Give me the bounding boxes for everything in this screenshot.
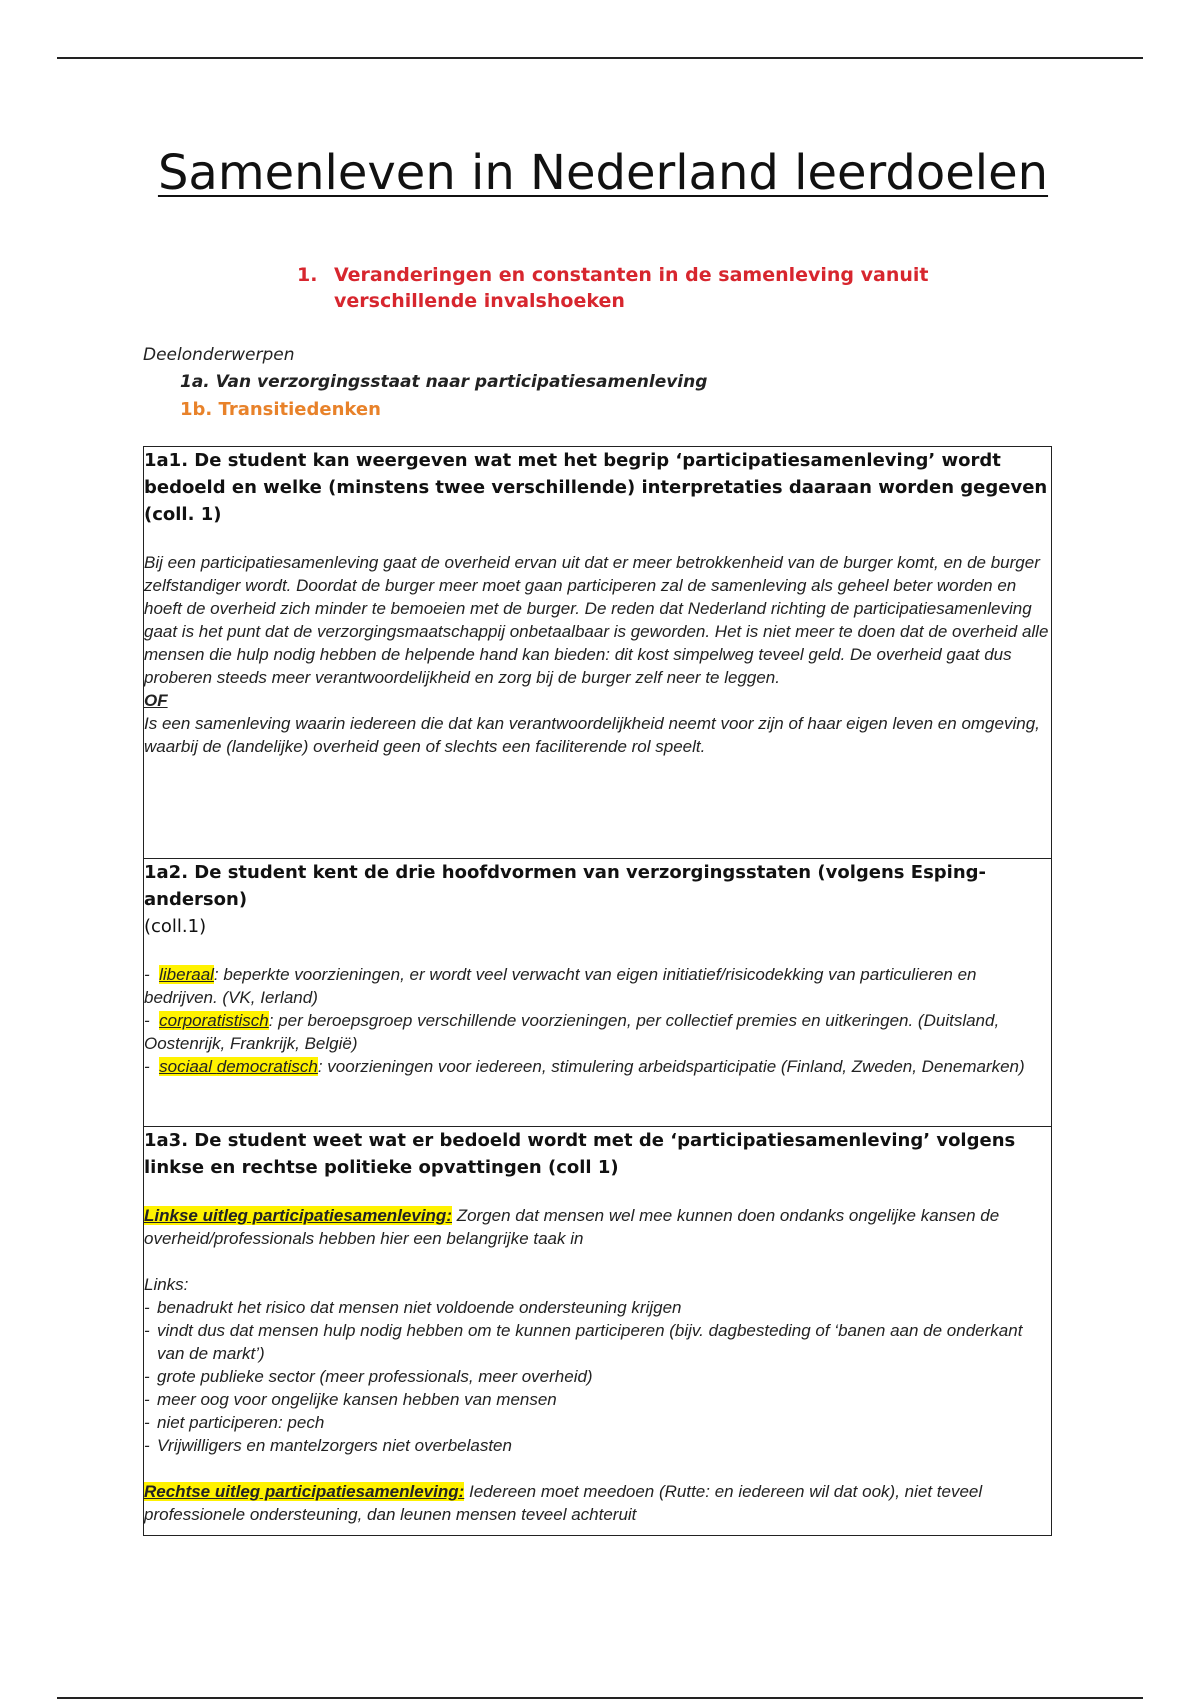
list-item: - corporatistisch: per beroepsgroep verschillende voorzieningen, per collectief premies en uitkeringen. (Duitsland, Oostenrijk, Frankrijk, België) (144, 1011, 1000, 1053)
list-item: - Vrijwilligers en mantelzorgers niet overbelasten (144, 1436, 512, 1455)
subtopic-1a: 1a. Van verzorgingsstaat naar participatiesamenleving (180, 372, 708, 392)
goal-cell-1a2 (144, 858, 1051, 1126)
goal-cell-1a1 (144, 446, 1051, 858)
list-item: - benadrukt het risico dat mensen niet voldoende ondersteuning krijgen (144, 1298, 682, 1317)
goals-table (143, 446, 1052, 1536)
section-number: 1. (297, 264, 318, 286)
links-label: Links: (144, 1275, 189, 1294)
list-item: - meer oog voor ongelijke kansen hebben van mensen (144, 1390, 557, 1409)
goal-answer-alt: Is een samenleving waarin iedereen die dat kan verantwoordelijkheid neemt voor zijn of haar eigen leven en omgeving, waarbij de (landelijke) overheid geen of slechts een faciliterende rol speelt. (144, 714, 1040, 756)
list-item: - grote publieke sector (meer professionals, meer overheid) (144, 1367, 593, 1386)
goal-question: 1a2. De student kent de drie hoofdvormen van verzorgingsstaten (volgens Esping-anderson) (coll.1) (144, 862, 987, 937)
section-heading-text: Veranderingen en constanten in de samenleving vanuit verschillende invalshoeken (334, 264, 929, 312)
subtopic-1b: 1b. Transitiedenken (180, 399, 381, 420)
deelonderwerpen-label: Deelonderwerpen (143, 345, 295, 365)
goal-answer: Bij een participatiesamenleving gaat de overheid ervan uit dat er meer betrokkenheid van de burger komt, en de burger zelfstandiger wordt. Doordat de burger meer moet gaan participeren zal de samenleving als geheel beter worden en hoeft de overheid zich minder te bemoeien met de burger. De reden dat Nederland richting de participatiesamenleving gaat is het punt dat de verzorgingsmaatschappij onbetaalbaar is geworden. Het is niet meer te doen dat de overheid alle mensen die hulp nodig hebben de helpende hand kan bieden: dit kost simpelweg teveel geld. De overheid gaat dus proberen steeds meer verantwoordelijkheid en zorg bij de burger zelf neer te leggen. (144, 553, 1049, 687)
list-item: - sociaal democratisch: voorzieningen voor iedereen, stimulering arbeidsparticipatie (Finland, Zweden, Denemarken) (144, 1057, 1025, 1076)
left-explanation: Linkse uitleg participatiesamenleving: Zorgen dat mensen wel mee kunnen doen ondanks ongelijke kansen de overheid/professionals hebben hier een belangrijke taak in (144, 1206, 1000, 1248)
or-separator: OF (144, 691, 168, 710)
highlighted-term: sociaal democratisch (159, 1057, 318, 1076)
right-explanation: Rechtse uitleg participatiesamenleving: Iedereen moet meedoen (Rutte: en iedereen wil dat ook), niet teveel professionele ondersteuning, dan leunen mensen teveel achteruit (144, 1482, 983, 1524)
highlighted-label: Rechtse uitleg participatiesamenleving: (144, 1482, 465, 1501)
section-heading (297, 262, 997, 314)
list-item: - vindt dus dat mensen hulp nodig hebben om te kunnen participeren (bijv. dagbesteding of ‘banen aan de onderkant van de markt’) (144, 1321, 1023, 1363)
goal-cell-1a3 (144, 1126, 1051, 1535)
goal-question: 1a1. De student kan weergeven wat met het begrip ‘participatiesamenleving’ wordt bedoeld en welke (minstens twee verschillende) interpretaties daaraan worden gegeven (coll. 1) (144, 450, 1048, 525)
list-item: - niet participeren: pech (144, 1413, 325, 1432)
highlighted-term: liberaal (159, 965, 214, 984)
goal-question: 1a3. De student weet wat er bedoeld wordt met de ‘participatiesamenleving’ volgens linkse en rechtse politieke opvattingen (coll 1) (144, 1130, 1016, 1178)
highlighted-label: Linkse uitleg participatiesamenleving: (144, 1206, 452, 1225)
highlighted-term: corporatistisch (159, 1011, 269, 1030)
page-title: Samenleven in Nederland leerdoelen (157, 145, 1049, 201)
bottom-rule (57, 1697, 1143, 1699)
top-rule (57, 57, 1143, 59)
list-item: - liberaal: beperkte voorzieningen, er wordt veel verwacht van eigen initiatief/risicodekking van particulieren en bedrijven. (VK, Ierland) (144, 965, 977, 1007)
